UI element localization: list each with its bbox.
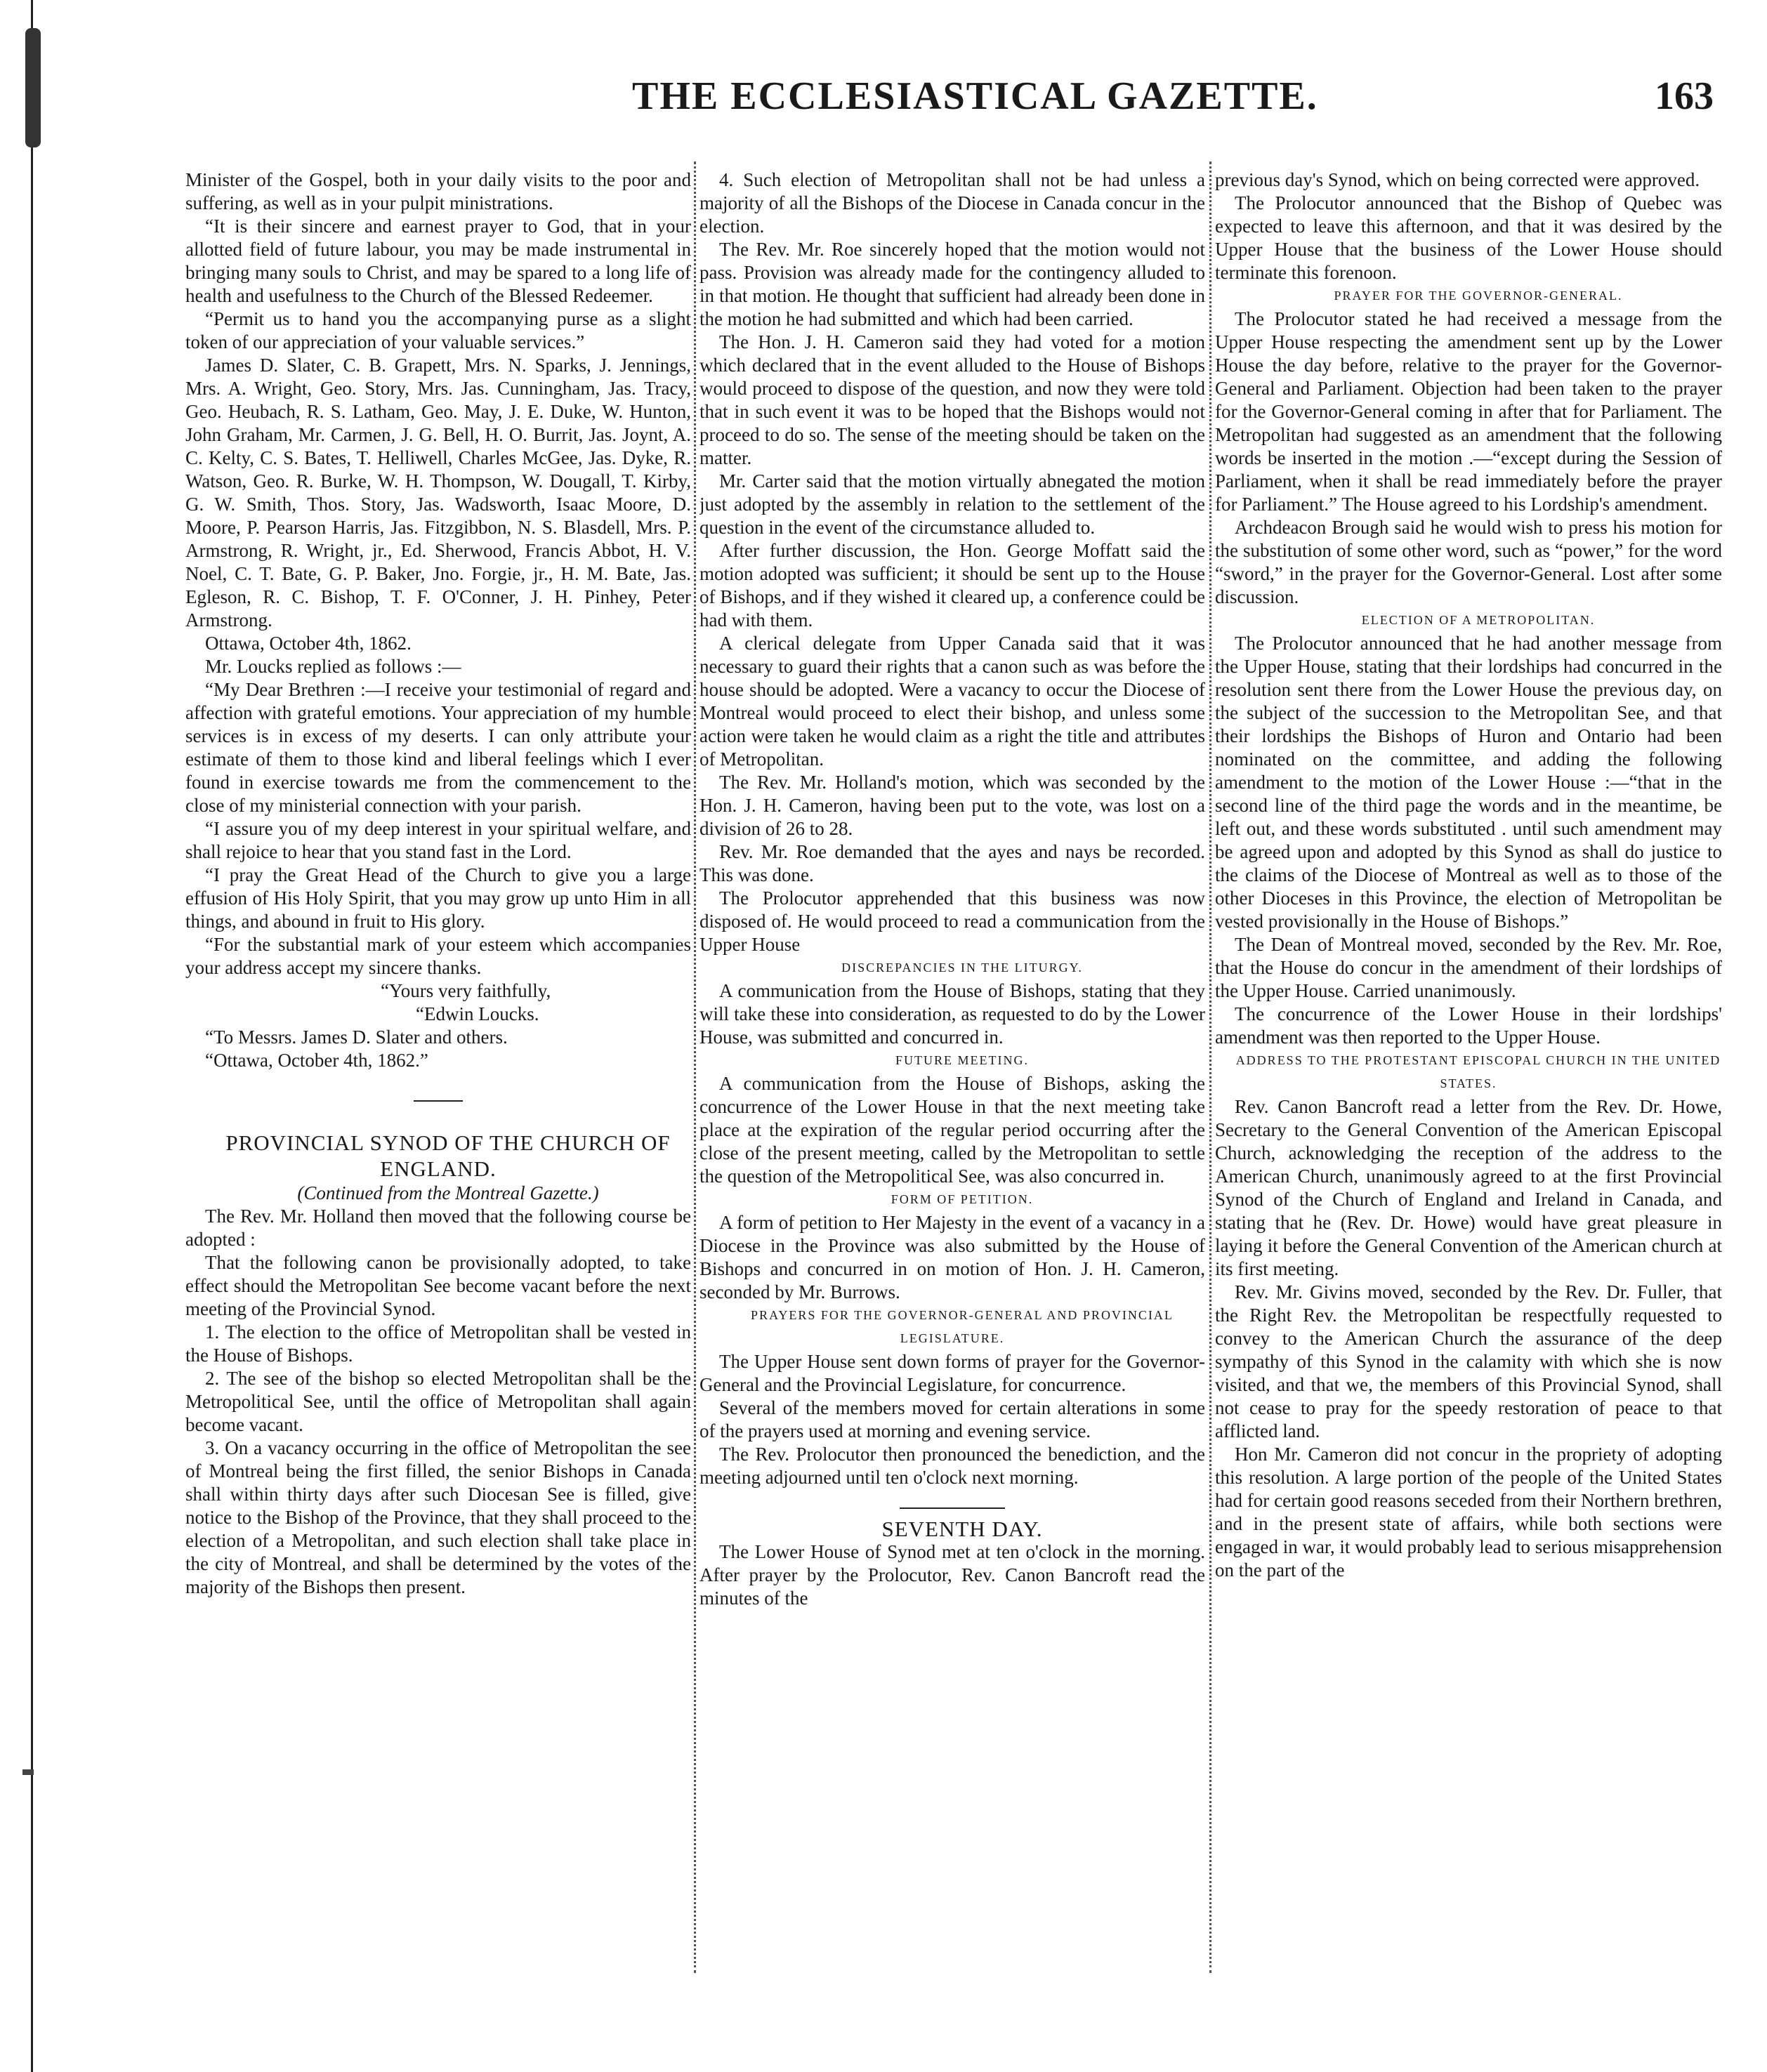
- canon-clause: 1. The election to the office of Metropolitan shall be vested in the House of Bishops.: [185, 1321, 691, 1366]
- paragraph: The Rev. Mr. Holland's motion, which was seconded by the Hon. J. H. Cameron, having been put to the vote, was lost on a division of 26 to 28.: [699, 772, 1205, 839]
- column-separator: [1209, 161, 1211, 1973]
- paragraph: Hon Mr. Cameron did not concur in the propriety of adopting this resolution. A large portion of the people of the United States had for certain good reasons seceded from their Northern brethren, and in the present state of affairs, while both sections were engaged in war, it would probably lead to serious misapprehension on the part of the: [1215, 1444, 1722, 1581]
- paragraph: Mr. Loucks replied as follows :—: [205, 656, 461, 677]
- subheading: PRAYERS FOR THE GOVERNOR-GENERAL AND PROVINCIAL LEGISLATURE.: [751, 1308, 1174, 1345]
- paragraph: A communication from the House of Bishops, asking the concurrence of the Lower House in that the next meeting take place at the expiration of the regular period occurring after the close of the present meeting, called by the Metropolitan to settle the question of the Metropolitical See, was also concurred in.: [699, 1073, 1205, 1187]
- section-heading: PROVINCIAL SYNOD OF THE CHURCH OF ENGLAND.: [225, 1130, 671, 1181]
- canon-clause: 3. On a vacancy occurring in the office of Metropolitan the see of Montreal being the first filled, the senior Bishops in Canada shall within thirty days after such Diocesan See is filled, give notice to the Bishop of the Province, that they shall proceed to the election of a Metropolitan, and such election shall take place in the city of Montreal, and shall be determined by the votes of the majority of the Bishops then present.: [185, 1437, 691, 1597]
- paragraph: previous day's Synod, which on being corrected were approved.: [1215, 169, 1700, 190]
- paragraph: The Rev. Mr. Roe sincerely hoped that the motion would not pass. Provision was already made for the contingency alluded to in that motion. He thought that sufficient had already been done in the motion he had submitted and which had been carried.: [699, 239, 1205, 329]
- paragraph: After further discussion, the Hon. George Moffatt said the motion adopted was sufficient; it should be sent up to the House of Bishops, and if they wished it cleared up, a conference could be had with them.: [699, 540, 1205, 631]
- paragraph: Rev. Mr. Roe demanded that the ayes and nays be recorded. This was done.: [699, 841, 1205, 885]
- section-rule: [414, 1100, 463, 1102]
- paragraph: A clerical delegate from Upper Canada said that it was necessary to guard their rights that a canon such as was before the house should be adopted. Were a vacancy to occur the Diocese of Montreal would proceed to elect their bishop, and unless some action were taken he would claim as a right the title and attributes of Metropolitan.: [699, 633, 1205, 770]
- paragraph: Archdeacon Brough said he would wish to press his motion for the substitution of some other word, such as “power,” for the word “sword,” in the prayer for the Governor-General. Lost after some discussion.: [1215, 517, 1722, 607]
- canon-clause: 4. Such election of Metropolitan shall not be had unless a majority of all the Bishops of the Diocese in Canada concur in the election.: [699, 169, 1205, 237]
- column-2: [699, 169, 1205, 1966]
- paragraph: A form of petition to Her Majesty in the event of a vacancy in a Diocese in the Province was also submitted by the House of Bishops and concurred in on motion of Hon. J. H. Cameron, seconded by Mr. Burrows.: [699, 1212, 1205, 1302]
- paragraph: The Rev. Prolocutor then pronounced the benediction, and the meeting adjourned until ten o'clock next morning.: [699, 1444, 1205, 1488]
- paragraph: “For the substantial mark of your esteem which accompanies your address accept my sincere thanks.: [185, 934, 691, 978]
- paragraph: The Prolocutor stated he had received a message from the Upper House respecting the amendment sent up by the Lower House the day before, relative to the prayer for the Governor-General and Parliament. Objection had been taken to the prayer for the Governor-General coming in after that for Parliament. The Metropolitan had suggested as an amendment that the following words be inserted in the motion .—“except during the Session of Parliament, when it shall be read immediately before the prayer for Parliament.” The House agreed to his Lordship's amendment.: [1215, 308, 1722, 515]
- paragraph: The Prolocutor announced that the Bishop of Quebec was expected to leave this afternoon, and that it was desired by the Upper House that the business of the Lower House should terminate this forenoon.: [1215, 192, 1722, 283]
- section-rule: [900, 1507, 1005, 1509]
- column-1: [185, 169, 691, 1966]
- paragraph: The Hon. J. H. Cameron said they had voted for a motion which declared that in the event alluded to the House of Bishops would proceed to dispose of the question, and now they were told that in such event it was to be hoped that the Bishops would not proceed to do so. The sense of the meeting should be taken on the matter.: [699, 331, 1205, 468]
- paragraph: “I assure you of my deep interest in your spiritual welfare, and shall rejoice to hear that you stand fast in the Lord.: [185, 818, 691, 862]
- subheading: PRAYER FOR THE GOVERNOR-GENERAL.: [1334, 289, 1623, 303]
- subheading: FORM OF PETITION.: [891, 1192, 1034, 1206]
- page-header: [183, 74, 1714, 137]
- gazette-title: THE ECCLESIASTICAL GAZETTE.: [632, 74, 1318, 118]
- subheading: FUTURE MEETING.: [895, 1053, 1029, 1067]
- subheading: ADDRESS TO THE PROTESTANT EPISCOPAL CHURCH IN THE UNITED STATES.: [1235, 1053, 1721, 1090]
- subheading: ELECTION OF A METROPOLITAN.: [1361, 613, 1596, 627]
- letter-signature: “Edwin Loucks.: [416, 1003, 539, 1024]
- paragraph: The Lower House of Synod met at ten o'clock in the morning. After prayer by the Prolocutor, Rev. Canon Bancroft read the minutes of the: [699, 1541, 1205, 1609]
- paragraph: The Prolocutor apprehended that this business was now disposed of. He would proceed to read a communication from the Upper House: [699, 887, 1205, 955]
- paragraph: The Upper House sent down forms of prayer for the Governor-General and the Provincial Legislature, for concurrence.: [699, 1351, 1205, 1395]
- paragraph: “My Dear Brethren :—I receive your testimonial of regard and affection with grateful emotions. Your appreciation of my humble services is in excess of my deserts. I can only attribute your estimate of them to those kind and liberal feelings which I ever found in exercise towards me from the commencement to the close of my ministerial connection with your parish.: [185, 679, 691, 816]
- paragraph: Rev. Mr. Givins moved, seconded by the Rev. Dr. Fuller, that the Right Rev. the Metropolitan be respectfully requested to convey to the American Church the assurance of the deep sympathy of this Synod in the calamity with which she is now visited, and that we, the members of this Provincial Synod, shall not cease to pray for the speedy restoration of peace to that afflicted land.: [1215, 1281, 1722, 1441]
- signatories-list: James D. Slater, C. B. Grapett, Mrs. N. Sparks, J. Jennings, Mrs. A. Wright, Geo. Story, Mrs. Jas. Cunningham, Jas. Tracy, Geo. Heubach, R. S. Latham, Geo. May, J. E. Duke, W. Hunton, John Graham, Mr. Carmen, J. G. Bell, H. O. Burrit, Jas. Joynt, A. C. Kelty, C. S. Bates, T. Helliwell, Charles McGee, Jas. Dyke, R. Watson, Geo. R. Burke, W. H. Thompson, W. Dougall, T. Kirby, G. W. Smith, Thos. Story, Jas. Wadsworth, Isaac Moore, D. Moore, P. Pearson Harris, Jas. Fitzgibbon, N. S. Blasdell, Mrs. P. Armstrong, R. Wright, jr., Ed. Sherwood, Francis Abbot, H. V. Noel, C. T. Bate, G. P. Baker, Jno. Forgie, jr., H. M. Bate, Jas. Egleson, R. C. Bishop, T. F. O'Conner, J. H. Pinhey, Peter Armstrong.: [185, 355, 691, 631]
- column-separator: [694, 161, 696, 1973]
- canon-clause: 2. The see of the bishop so elected Metropolitan shall be the Metropolitical See, until the office of Metropolitan shall again become vacant.: [185, 1368, 691, 1435]
- column-3: [1215, 169, 1722, 1966]
- binding-edge-tick: [22, 1769, 34, 1775]
- paragraph: The Rev. Mr. Holland then moved that the following course be adopted :: [185, 1206, 691, 1250]
- day-heading: SEVENTH DAY.: [881, 1517, 1043, 1541]
- letter-date: “Ottawa, October 4th, 1862.”: [205, 1050, 428, 1071]
- paragraph: “I pray the Great Head of the Church to give you a large effusion of His Holy Spirit, that you may grow up unto Him in all things, and abound in fruit to His glory.: [185, 864, 691, 932]
- paragraph: Mr. Carter said that the motion virtually abnegated the motion just adopted by the assembly in relation to the settlement of the question in the event of the circumstance alluded to.: [699, 470, 1205, 538]
- binding-edge-line: [31, 0, 33, 2072]
- section-source: (Continued from the Montreal Gazette.): [297, 1182, 599, 1203]
- paragraph: “It is their sincere and earnest prayer to God, that in your allotted field of future labour, you may be made instrumental in bringing many souls to Christ, and may be spared to a long life of health and usefulness to the Church of the Blessed Redeemer.: [185, 216, 691, 306]
- paragraph: The concurrence of the Lower House in their lordships' amendment was then reported to the Upper House.: [1215, 1003, 1722, 1048]
- letter-addressee: “To Messrs. James D. Slater and others.: [205, 1027, 508, 1048]
- paragraph: Several of the members moved for certain alterations in some of the prayers used at morning and evening service.: [699, 1397, 1205, 1441]
- paragraph: A communication from the House of Bishops, stating that they will take these into consideration, as requested to do by the Lower House, was submitted and concurred in.: [699, 980, 1205, 1048]
- letter-closing: “Yours very faithfully,: [381, 980, 551, 1001]
- paragraph: Minister of the Gospel, both in your daily visits to the poor and suffering, as well as in your pulpit ministrations.: [185, 169, 691, 213]
- paragraph: “Permit us to hand you the accompanying purse as a slight token of our appreciation of your valuable services.”: [185, 308, 691, 352]
- paragraph: That the following canon be provisionally adopted, to take effect should the Metropolitan See become vacant before the next meeting of the Provincial Synod.: [185, 1252, 691, 1319]
- paragraph: The Dean of Montreal moved, seconded by the Rev. Mr. Roe, that the House do concur in the amendment of their lordships of the Upper House. Carried unanimously.: [1215, 934, 1722, 1001]
- subheading: DISCREPANCIES IN THE LITURGY.: [841, 961, 1083, 975]
- paragraph: The Prolocutor announced that he had another message from the Upper House, stating that their lordships had concurred in the resolution sent there from the Lower House the previous day, on the subject of the succession to the Metropolitan See, and that their lordships the Bishops of Huron and Ontario had been nominated on the committee, and adding the following amendment to the motion of the Lower House :—“that in the second line of the third page the words and in the meantime, be left out, and these words substituted . until such amendment may be agreed upon and adopted by this Synod as shall do justice to the claims of the Diocese of Montreal as well as to those of the other Dioceses in this Province, the election of Metropolitan be vested provisionally in the House of Bishops.”: [1215, 633, 1722, 932]
- dateline: Ottawa, October 4th, 1862.: [205, 633, 412, 654]
- page-number: 163: [1655, 74, 1714, 118]
- binding-edge-mark: [25, 28, 41, 147]
- paragraph: Rev. Canon Bancroft read a letter from the Rev. Dr. Howe, Secretary to the General Convention of the American Episcopal Church, acknowledging the reception of the address to the American Church, unanimously agreed to at the first Provincial Synod of the Church of England and Ireland in Canada, and stating that he (Rev. Dr. Howe) would have great pleasure in laying it before the General Convention of the American church at its first meeting.: [1215, 1096, 1722, 1279]
